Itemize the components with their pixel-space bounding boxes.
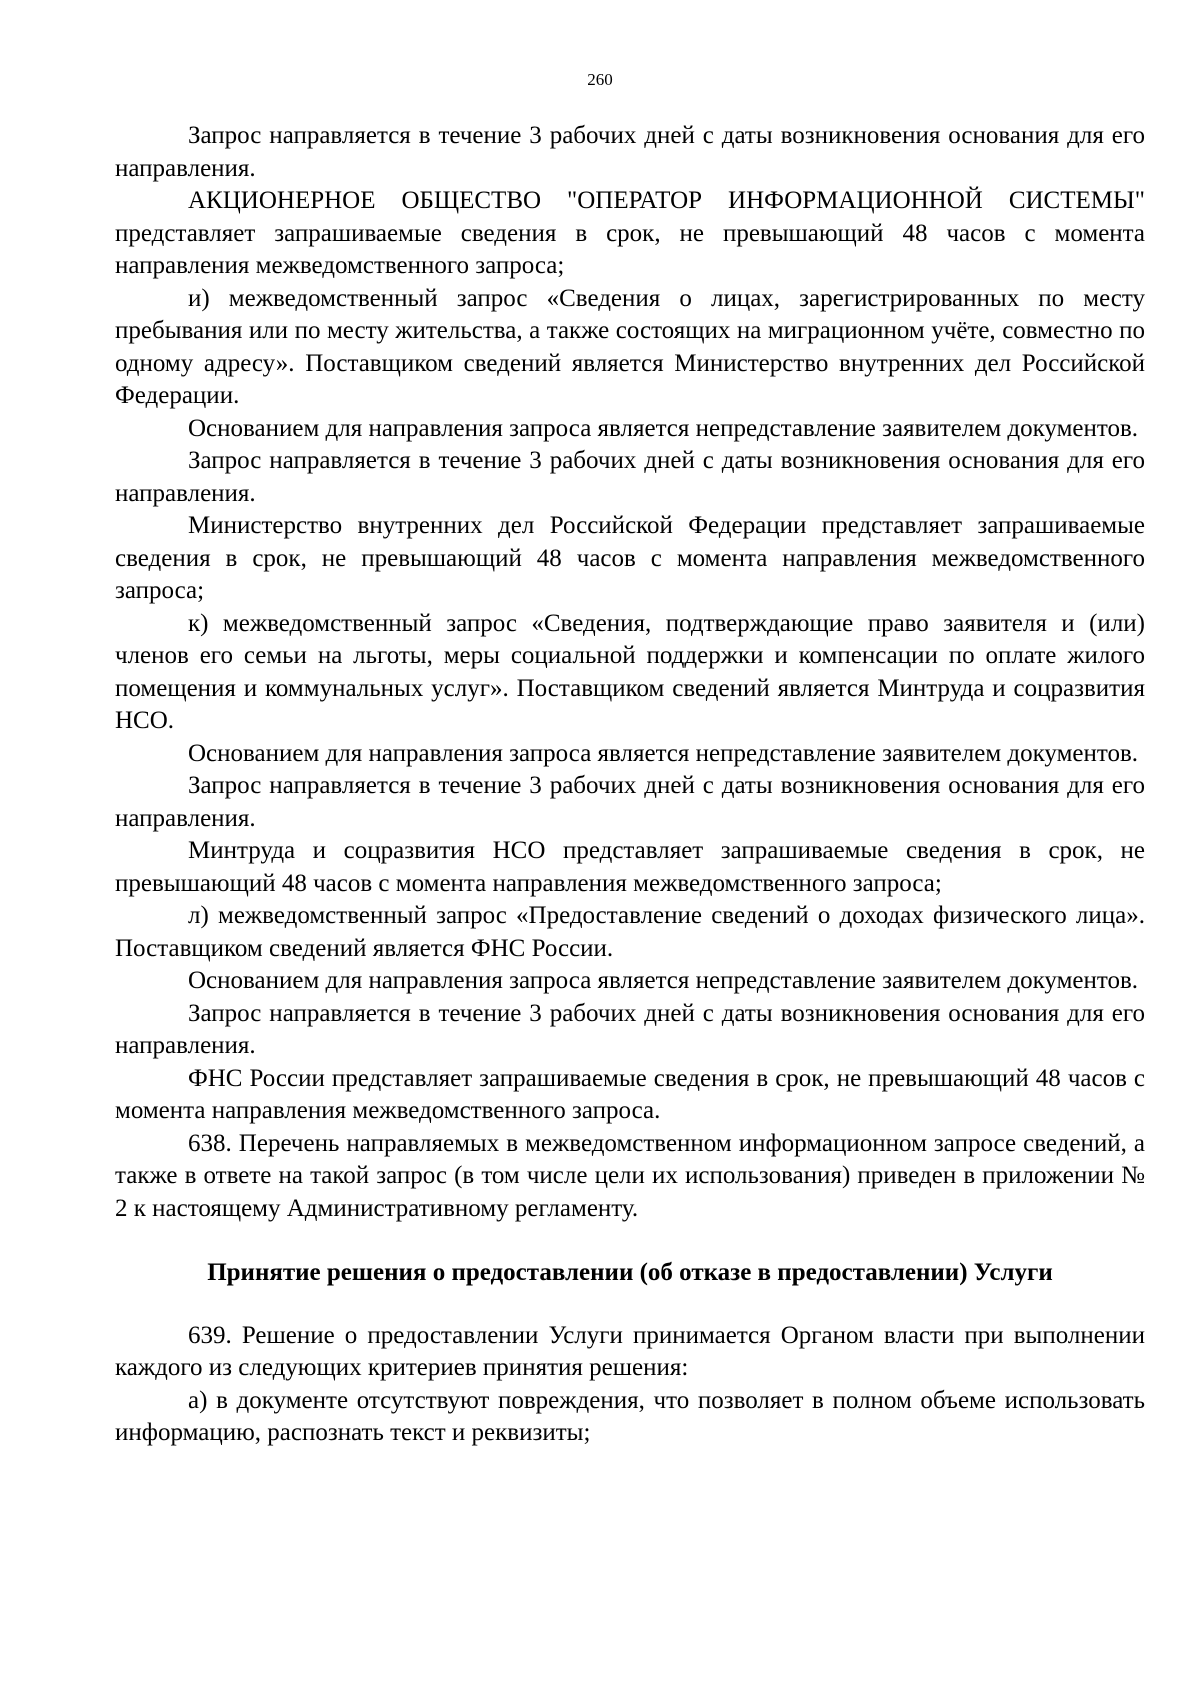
paragraph: 639. Решение о предоставлении Услуги принимается Органом власти при выполнении каждого из следующих критериев принятия решения: — [115, 1321, 1145, 1381]
paragraph: Запрос направляется в течение 3 рабочих дней с даты возникновения основания для его направления. — [115, 122, 1145, 182]
paragraph: Запрос направляется в течение 3 рабочих дней с даты возникновения основания для его направления. — [115, 999, 1145, 1059]
document-body — [115, 120, 1145, 1450]
paragraph: Основанием для направления запроса является непредставление заявителем документов. — [188, 739, 1139, 767]
paragraph: а) в документе отсутствуют повреждения, что позволяет в полном объеме использовать информацию, распознать текст и реквизиты; — [115, 1386, 1145, 1446]
paragraph: л) межведомственный запрос «Предоставление сведений о доходах физического лица». Поставщиком сведений является ФНС России. — [115, 902, 1145, 962]
paragraph: Основанием для направления запроса является непредставление заявителем документов. — [188, 414, 1139, 442]
paragraph: Министерство внутренних дел Российской Федерации представляет запрашиваемые сведения в срок, не превышающий 48 часов с момента направления межведомственного запроса; — [115, 512, 1145, 604]
paragraph: Запрос направляется в течение 3 рабочих дней с даты возникновения основания для его направления. — [115, 447, 1145, 507]
paragraph: Основанием для направления запроса является непредставление заявителем документов. — [188, 967, 1139, 994]
paragraph: 638. Перечень направляемых в межведомственном информационном запросе сведений, а также в ответе на такой запрос (в том числе цели их использования) приведен в приложении № 2 к настоящему Административному регламенту. — [115, 1129, 1145, 1222]
section-heading: Принятие решения о предоставлении (об отказе в предоставлении) Услуги — [207, 1259, 1053, 1286]
paragraph: АКЦИОНЕРНОЕ ОБЩЕСТВО "ОПЕРАТОР ИНФОРМАЦИОННОЙ СИСТЕМЫ" представляет запрашиваемые сведения в срок, не превышающий 48 часов с момента направления межведомственного запроса; — [115, 187, 1145, 279]
paragraph: ФНС России представляет запрашиваемые сведения в срок, не превышающий 48 часов с момента направления межведомственного запроса. — [115, 1064, 1145, 1124]
page-number: 260 — [587, 70, 613, 89]
paragraph: и) межведомственный запрос «Сведения о лицах, зарегистрированных по месту пребывания или по месту жительства, а также состоящих на миграционном учёте, совместно по одному адресу». Поставщиком сведений является Министерство внутренних дел Российской Федерации. — [115, 284, 1145, 409]
paragraph: к) межведомственный запрос «Сведения, подтверждающие право заявителя и (или) членов его семьи на льготы, меры социальной поддержки и компенсации по оплате жилого помещения и коммунальных услуг». Поставщиком сведений является Минтруда и соцразвития НСО. — [115, 609, 1145, 734]
paragraph: Минтруда и соцразвития НСО представляет запрашиваемые сведения в срок, не превышающий 48 часов с момента направления межведомственного запроса; — [115, 837, 1145, 897]
paragraph: Запрос направляется в течение 3 рабочих дней с даты возникновения основания для его направления. — [115, 772, 1145, 832]
